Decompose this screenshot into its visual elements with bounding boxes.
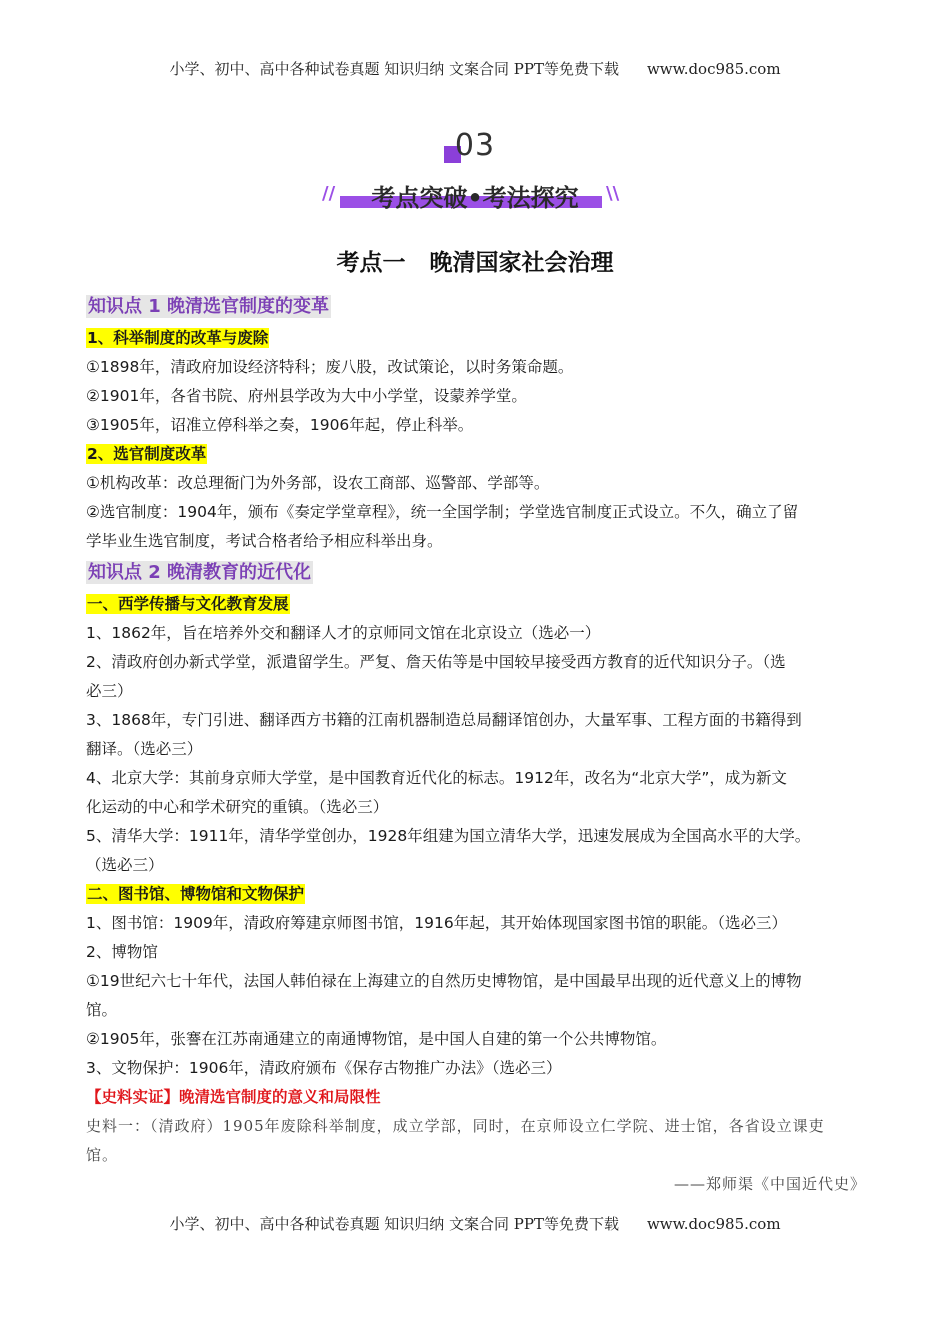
kp1-title: 知识点 1 晚清选官制度的变革	[88, 296, 330, 317]
footer-url[interactable]: www.doc985.com	[646, 1215, 781, 1233]
main-title: 考点一 晚清国家社会治理	[336, 250, 614, 276]
kp2-line: 2、博物馆	[86, 943, 158, 961]
section-number-wrap	[0, 128, 950, 163]
evidence-quote: 史料一：（清政府）1905年废除科举制度，成立学部，同时，在京师设立仁学院、进士馆，各省设立课吏	[86, 1117, 825, 1135]
kp2-sec1: 一、西学传播与文化教育发展	[87, 595, 289, 613]
kp2-line: 1、图书馆：1909年，清政府筹建京师图书馆，1916年起，其开始体现国家图书馆的职能。（选必三）	[86, 914, 788, 932]
kp1-line: ②选官制度：1904年，颁布《奏定学堂章程》，统一全国学制；学堂选官制度正式设立。不久，确立了留	[86, 503, 799, 521]
kp2-line: 馆。	[86, 1001, 118, 1019]
page-footer	[0, 1213, 950, 1234]
banner	[0, 178, 950, 213]
kp2-line: （选必三）	[86, 856, 164, 874]
header-url[interactable]: www.doc985.com	[646, 60, 781, 78]
kp1-line: ①1898年，清政府加设经济特科；废八股，改试策论，以时务策命题。	[86, 358, 574, 376]
kp2-line: 2、清政府创办新式学堂，派遣留学生。严复、詹天佑等是中国较早接受西方教育的近代知识分子。（选	[86, 653, 786, 671]
header-text: 小学、初中、高中各种试卷真题 知识归纳 文案合同 PPT等免费下载	[169, 60, 619, 78]
kp1-line: ①机构改革：改总理衙门为外务部，设农工商部、巡警部、学部等。	[86, 474, 550, 492]
content	[86, 290, 866, 1199]
kp1-sub2: 2、选官制度改革	[87, 445, 207, 463]
kp2-line: 4、北京大学：其前身京师大学堂，是中国教育近代化的标志。1912年，改名为“北京大学”，成为新文	[86, 769, 787, 787]
kp2-line: 1、1862年，旨在培养外交和翻译人才的京师同文馆在北京设立（选必一）	[86, 624, 601, 642]
kp1-sub1: 1、科举制度的改革与废除	[87, 329, 269, 347]
kp2-line: 5、清华大学：1911年，清华学堂创办，1928年组建为国立清华大学，迅速发展成为全国高水平的大学。	[86, 827, 811, 845]
evidence-title: 【史料实证】晚清选官制度的意义和局限性	[86, 1088, 381, 1106]
kp2-title: 知识点 2 晚清教育的近代化	[88, 562, 312, 583]
kp1-line: 学毕业生选官制度，考试合格者给予相应科举出身。	[86, 532, 443, 550]
kp2-line: 必三）	[86, 682, 133, 700]
banner-slash-left-icon: //	[322, 183, 336, 204]
section-number: 03	[454, 128, 496, 163]
footer-text: 小学、初中、高中各种试卷真题 知识归纳 文案合同 PPT等免费下载	[169, 1215, 619, 1233]
kp2-line: ①19世纪六七十年代，法国人韩伯禄在上海建立的自然历史博物馆，是中国最早出现的近代意义上的博物	[86, 972, 802, 990]
kp2-line: 3、文物保护：1906年，清政府颁布《保存古物推广办法》（选必三）	[86, 1059, 562, 1077]
evidence-citation: ——郑师渠《中国近代史》	[673, 1175, 866, 1193]
kp2-sec2: 二、图书馆、博物馆和文物保护	[87, 885, 305, 903]
kp2-line: 化运动的中心和学术研究的重镇。（选必三）	[86, 798, 389, 816]
kp1-line: ③1905年，诏准立停科举之奏，1906年起，停止科举。	[86, 416, 474, 434]
kp2-line: ②1905年，张謇在江苏南通建立的南通博物馆，是中国人自建的第一个公共博物馆。	[86, 1030, 667, 1048]
evidence-quote: 馆。	[86, 1146, 119, 1164]
banner-slash-right-icon: \\	[606, 183, 620, 204]
banner-title: 考点突破•考法探究	[371, 184, 579, 212]
kp2-line: 翻译。（选必三）	[86, 740, 203, 758]
kp2-line: 3、1868年，专门引进、翻译西方书籍的江南机器制造总局翻译馆创办，大量军事、工程方面的书籍得到	[86, 711, 802, 729]
page-header	[0, 58, 950, 79]
kp1-line: ②1901年，各省书院、府州县学改为大中小学堂，设蒙养学堂。	[86, 387, 527, 405]
